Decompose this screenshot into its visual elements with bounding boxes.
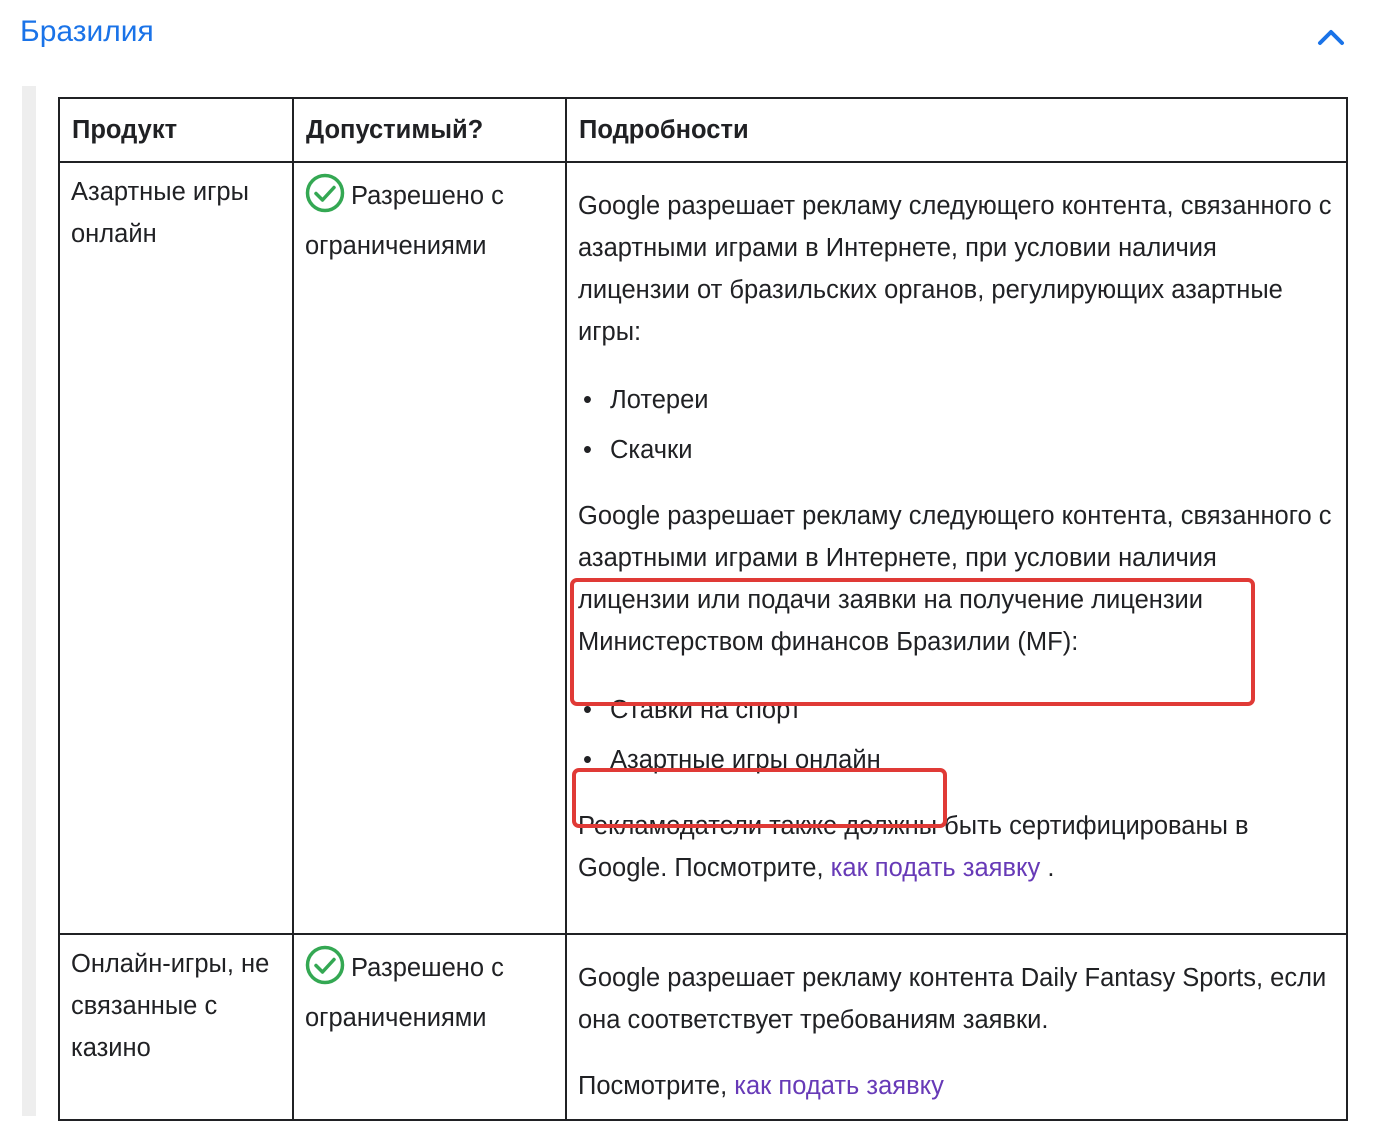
accordion-title[interactable]: Бразилия	[20, 15, 154, 48]
details-paragraph	[578, 495, 1335, 663]
status-cell	[293, 934, 566, 1120]
list-item-text: Лотереи	[610, 386, 709, 414]
details-paragraph	[578, 1065, 1335, 1107]
accordion-header[interactable]	[0, 0, 1374, 70]
list-item-text: Азартные игры онлайн	[610, 746, 881, 774]
list-item: • Азартные игры онлайн	[583, 746, 881, 774]
table-row	[59, 162, 1347, 934]
accordion-side-bar	[22, 86, 36, 1116]
details-paragraph: Google разрешает рекламу следующего контента, связанного с азартными играми в Интернете, при условии наличия лицензии от бразильских органов, регулирующих азартные игры:	[578, 192, 1332, 346]
details-cell	[566, 934, 1347, 1120]
status-text: Разрешено с ограничениями	[305, 182, 504, 260]
apply-link[interactable]: как подать заявку	[734, 1072, 944, 1100]
list-item-text: Скачки	[610, 436, 693, 464]
apply-link[interactable]: как подать заявку	[830, 854, 1041, 882]
paragraph-lead: Google разрешает рекламу следующего контента, связанного с азартными играми в Интернете, при	[578, 502, 1332, 572]
period: .	[1047, 854, 1055, 882]
status-text: Разрешено с ограничениями	[305, 954, 504, 1032]
header-details: Подробности	[566, 98, 1347, 162]
status-cell	[293, 162, 566, 934]
product-cell	[59, 162, 293, 934]
license-list	[578, 375, 1335, 475]
chevron-up-icon[interactable]	[1314, 22, 1348, 50]
product-name: Онлайн-игры, не связанные с казино	[71, 950, 270, 1062]
list-item: • Лотереи	[583, 386, 709, 414]
product-cell	[59, 934, 293, 1120]
list-item: • Ставки на спорт	[583, 696, 802, 724]
certification-text: Рекламодатели также должны быть сертифицированы в Google. Посмотрите,	[578, 812, 1249, 882]
see-text: Посмотрите,	[578, 1072, 728, 1100]
details-paragraph	[578, 805, 1335, 889]
policy-table	[58, 97, 1348, 1121]
product-name: Азартные игры онлайн	[71, 178, 249, 248]
details-paragraph: Google разрешает рекламу контента Daily Fantasy Sports, если она соответствует требованиям заявки.	[578, 964, 1327, 1034]
check-circle-icon	[305, 173, 345, 213]
details-cell	[566, 162, 1347, 934]
highlighted-text: условии наличия лицензии или подачи заявки на получение лицензии Министерством финансов Бразилии (MF):	[578, 544, 1217, 656]
list-item: • Скачки	[583, 436, 693, 464]
mf-license-list	[578, 685, 1335, 785]
list-item-text: Ставки на спорт	[610, 696, 802, 724]
header-product: Продукт	[59, 98, 293, 162]
table-row	[59, 934, 1347, 1120]
table-header-row	[59, 98, 1347, 162]
check-circle-icon	[305, 945, 345, 985]
header-allowed: Допустимый?	[293, 98, 566, 162]
